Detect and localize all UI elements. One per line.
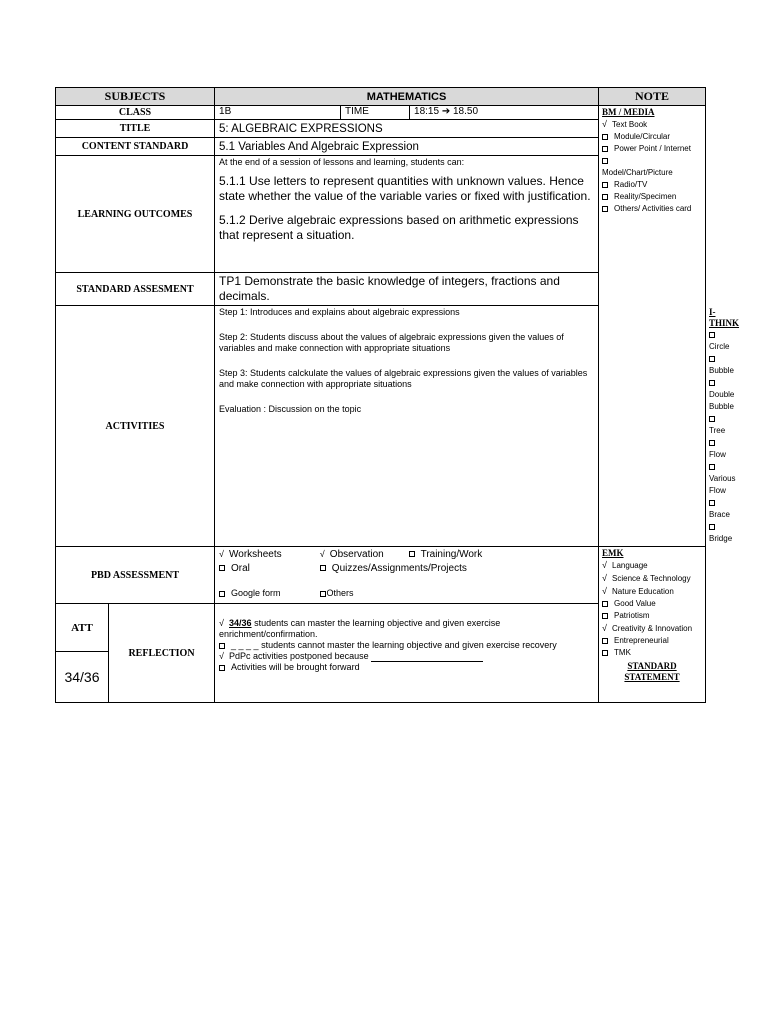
checkbox-icon [320,565,326,571]
note-header: NOTE [599,88,706,106]
note-item: Model/Chart/Picture [602,155,702,179]
checkbox-icon [602,158,608,164]
checkbox-icon [219,565,225,571]
pbd-assessment-cell [215,547,599,604]
checkbox-icon [602,194,608,200]
activity-step-1: Step 1: Introduces and explains about algebraic expressions [219,307,460,317]
outcome-item-2: 5.1.2 Derive algebraic expressions based on arithmetic expressions that represent a situation. [219,213,579,242]
checkbox-icon [320,591,326,597]
checkbox-icon [602,146,608,152]
activity-step-2: Step 2: Students discuss about the values of algebraic expressions given the values of variables and make connection with appropriate situations [219,332,564,353]
checkbox-icon [602,182,608,188]
title-label: TITLE [56,120,215,138]
note-column [599,106,706,547]
checkbox-icon [602,613,608,619]
time-value [410,106,599,120]
checkbox-icon [602,638,608,644]
reflection-cell [215,604,599,703]
time-start: 18:15 [414,106,440,117]
pbd-oral: Oral [219,562,301,576]
emk-title: EMK [602,548,624,558]
title-value: 5: ALGEBRAIC EXPRESSIONS [215,120,599,138]
note-item: Others/ Activities card [602,203,702,215]
checkbox-icon [709,440,715,446]
time-label: TIME [341,106,410,120]
outcome-item-1: 5.1.1 Use letters to represent quantities with unknown values. Hence state whether the value of the variable varies or fixed with justification. [219,174,591,203]
tick-icon: √ [602,119,607,129]
checkbox-icon [709,332,715,338]
emk-item: Entrepreneurial [602,635,702,647]
checkbox-icon [602,134,608,140]
pbd-assessment-label: PBD ASSESSMENT [56,547,215,604]
class-label: CLASS [56,106,215,120]
note-item: Radio/TV [602,179,702,191]
emk-item: √ Science & Technology [602,573,691,583]
emk-item: √ Nature Education [602,586,674,596]
lesson-plan-table: SUBJECTS MATHEMATICS NOTE CLASS 1B TIME 18:15 ➔ 18.50 BM / MEDIA √ Text Book Module/Circular Power Point / Internet Model/Chart/Picture Radio/TV Reality/Specimen Others/ Activities card TITLE 5: ALGEBRAIC EXPRESSIONS CONTENT STANDARD 5.1 Variables And Algebraic Expression LEARNING OUTCOMES At the end of a session of lessons and learning, students can: 5.1.1 Use letters to represent quantities with unknown values. Hence state whether the value of the variable varies or fixed with justification. 5.1.2 Derive algebraic expressions based on arithmetic expressions that represent a situation. STANDARD ASSESMENT TP1 Demonstrate the basic knowledge of integers, fractions and decimals. ACTIVITIES Step 1: Introduces and explains about algebraic expressions Step 2: Students discuss about the values of algebraic expressions given the values of variables and make connection with appropriate situations Step 3: Students calckulate the values of algebraic expressions given the values of variables and make connection with appropriate situations Evaluation : Discussion on the topic I-THINK Circle Bubble Double Bubble Tree Flow Various Flow Brace Bridge PBD ASSESSMENT √ Worksheets √ Observation Training/Work Oral Quizzes/Assignments/Projects Google form Others EMK √ Language √ Science & Technology √ Nature Education Good Value Patriotism √ Creativity & Innovation Entrepreneurial TMK STANDARD STATEMENT ATT REFLECTION √ 34/36 students can master the learning objective and given exercise enrichment/confirmation. _ _ _ _ students cannot master the learning objective and given exercise recovery √ PdPc activities postponed because Activities will be brought forward 34/36 [55,87,706,703]
outcomes-intro: At the end of a session of lessons and learning, students can: [219,157,465,167]
pbd-row-3 [219,586,594,600]
reflection-line-4: Activities will be brought forward [219,662,594,673]
checkbox-icon [709,416,715,422]
tick-icon: √ [602,560,607,570]
checkbox-icon [709,500,715,506]
activity-step-3: Step 3: Students calckulate the values of algebraic expressions given the values of variables and make connection with appropriate situations [219,368,588,389]
checkbox-icon [709,464,715,470]
reflection-label: REFLECTION [109,604,215,703]
pbd-google-form: Google form [219,586,301,600]
activity-evaluation: Evaluation : Discussion on the topic [219,404,362,414]
pbd-others: Others [320,586,354,600]
checkbox-icon [602,601,608,607]
checkbox-icon [219,591,225,597]
emk-cell [599,547,706,703]
checkbox-icon [409,551,415,557]
pbd-row-1 [219,547,594,562]
att-value: 34/36 [56,652,109,703]
subjects-header: SUBJECTS [56,88,215,106]
emk-item: Good Value [602,598,702,610]
reflection-line-3: √ PdPc activities postponed because [219,651,594,662]
standard-assessment-label: STANDARD ASSESMENT [56,273,215,306]
emk-item: Patriotism [602,610,702,622]
tick-icon: √ [602,623,607,633]
tick-icon: √ [219,549,224,559]
emk-item: TMK [602,647,702,659]
checkbox-icon [709,380,715,386]
tick-icon: √ [219,651,224,661]
content-standard-label: CONTENT STANDARD [56,138,215,156]
tick-icon: √ [219,618,224,628]
standard-assessment-value: TP1 Demonstrate the basic knowledge of integers, fractions and decimals. [215,273,599,306]
tick-icon: √ [319,549,325,559]
pbd-quizzes: Quizzes/Assignments/Projects [320,562,467,576]
pbd-worksheets: √ Worksheets [219,549,282,560]
emk-item: √ Language [602,560,648,570]
time-end: 18.50 [453,106,479,117]
reflection-line-2: _ _ _ _ students cannot master the learning objective and given exercise recovery [219,640,594,651]
pbd-training: Training/Work [409,548,483,562]
checkbox-icon [219,665,225,671]
class-value: 1B [215,106,341,120]
pbd-observation: √ Observation [319,549,384,560]
checkbox-icon [709,524,715,530]
checkbox-icon [602,206,608,212]
checkbox-icon [219,643,225,649]
learning-outcomes-label: LEARNING OUTCOMES [56,156,215,273]
checkbox-icon [602,650,608,656]
tick-icon: √ [602,586,607,596]
arrow-icon: ➔ [441,106,451,117]
note-item: Power Point / Internet [602,143,702,155]
reflection-line-1: √ 34/36 students can master the learning objective and given exercise enrichment/confirmation. [219,618,501,639]
reflection-count: 34/36 [229,618,252,628]
tick-icon: √ [602,573,607,583]
checkbox-icon [709,356,715,362]
activities-label: ACTIVITIES [56,306,215,547]
att-label: ATT [56,604,109,652]
pbd-row-2 [219,562,594,576]
standard-statement-heading: STANDARD STATEMENT [624,661,680,682]
subject-name: MATHEMATICS [215,88,599,106]
emk-item: √ Creativity & Innovation [602,623,693,633]
learning-outcomes-cell [215,156,599,273]
blank-line [371,652,483,662]
activities-cell [215,306,599,547]
note-item: Reality/Specimen [602,191,702,203]
bm-media-title: BM / MEDIA [602,107,655,117]
note-item: √ Text Book [602,119,648,129]
note-item: Module/Circular [602,131,702,143]
content-standard-value: 5.1 Variables And Algebraic Expression [215,138,599,156]
